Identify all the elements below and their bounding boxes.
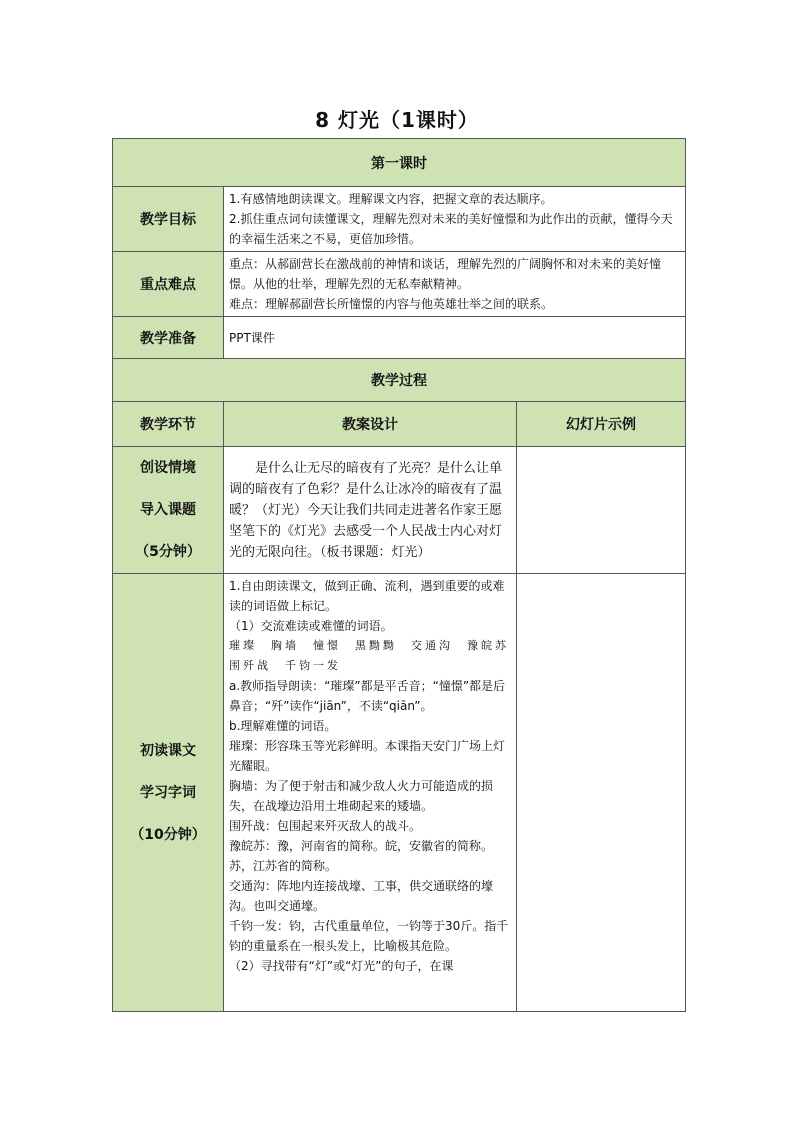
stage-label-line: （5分钟） — [135, 544, 201, 560]
keypoint-line: 重点：从郝副营长在激战前的神情和谈话，理解先烈的广阔胸怀和对未来的美好憧憬。从他的壮举，理解先烈的无私奉献精神。 — [229, 257, 662, 291]
keypoints-label: 重点难点 — [113, 252, 224, 317]
stage-label-line: 创设情境 — [140, 460, 196, 476]
lesson-plan-table — [112, 138, 686, 1012]
objectives-label: 教学目标 — [113, 187, 224, 252]
objective-line: 1.有感情地朗读课文。理解课文内容，把握文章的表达顺序。 — [229, 192, 553, 206]
keypoints-content — [224, 252, 686, 317]
stage-label-reading — [113, 574, 224, 1012]
reading-line: （1）交流难读或难懂的词语。 — [229, 619, 393, 633]
objective-line: 2.抓住重点词句读懂课文，理解先烈对未来的美好憧憬和为此作出的贡献，懂得今天的幸福生活来之不易，更倍加珍惜。 — [229, 212, 673, 246]
stage-label-line: 学习字词 — [140, 784, 196, 801]
stage-slide-intro — [517, 447, 686, 574]
column-header-stage: 教学环节 — [113, 402, 224, 447]
reading-line: （2）寻找带有“灯”或“灯光”的句子，在课 — [229, 959, 454, 973]
column-header-design: 教案设计 — [224, 402, 517, 447]
reading-line: 1.自由朗读课文，做到正确、流利，遇到重要的或难读的词语做上标记。 — [229, 579, 505, 613]
reading-line: a.教师指导朗读：“璀璨”都是平舌音；“憧憬”都是后鼻音；“歼”读作“jiān”，不读“qiān”。 — [229, 679, 506, 713]
stage-label-line: 导入课题 — [140, 502, 196, 518]
stage-label-line: （10分钟） — [130, 826, 206, 843]
reading-line: 璀璨：形容珠玉等光彩鲜明。本课指天安门广场上灯光耀眼。 — [229, 739, 506, 773]
reading-line: 围歼战：包围起来歼灭敌人的战斗。 — [229, 819, 422, 833]
stage-design-intro — [224, 447, 517, 574]
prep-value: PPT课件 — [224, 317, 686, 359]
reading-line: 胸墙：为了便于射击和减少敌人火力可能造成的损失，在战壕边沿用土堆砌起来的矮墙。 — [229, 779, 494, 813]
stage-label-line: 初读课文 — [140, 742, 196, 759]
reading-line: b.理解难懂的词语。 — [229, 719, 337, 733]
reading-line: 豫皖苏：豫，河南省的简称。皖，安徽省的简称。苏，江苏省的简称。 — [229, 839, 494, 873]
column-header-slides: 幻灯片示例 — [517, 402, 686, 447]
prep-label: 教学准备 — [113, 317, 224, 359]
reading-line: 千钧一发：钧，古代重量单位，一钧等于30斤。指千钧的重量系在一根头发上，比喻极其危险。 — [229, 919, 509, 953]
section-header-process: 教学过程 — [113, 359, 686, 402]
stage-design-reading — [224, 574, 523, 1012]
reading-line: 交通沟：阵地内连接战壕、工事，供交通联络的壕沟。也叫交通壕。 — [229, 879, 494, 913]
vocab-list: 璀璨 胸墙 憧憬 黑黝黝 交通沟 豫皖苏 围歼战 千钧一发 — [229, 639, 523, 672]
stage-label-intro — [113, 447, 224, 574]
page-title: 8 灯光（1课时） — [315, 108, 479, 132]
section-header-first-lesson: 第一课时 — [113, 139, 686, 187]
intro-paragraph: 是什么让无尽的暗夜有了光亮？是什么让单调的暗夜有了色彩？是什么让冰冷的暗夜有了温暖？（灯光）今天让我们共同走进著名作家王愿坚笔下的《灯光》去感受一个人民战士内心对灯光的无限向往。（板书课题：灯光） — [229, 460, 503, 560]
objectives-content — [224, 187, 686, 252]
difficulty-line: 难点：理解郝副营长所憧憬的内容与他英雄壮举之间的联系。 — [229, 297, 554, 311]
stage-slide-reading — [517, 574, 686, 1012]
